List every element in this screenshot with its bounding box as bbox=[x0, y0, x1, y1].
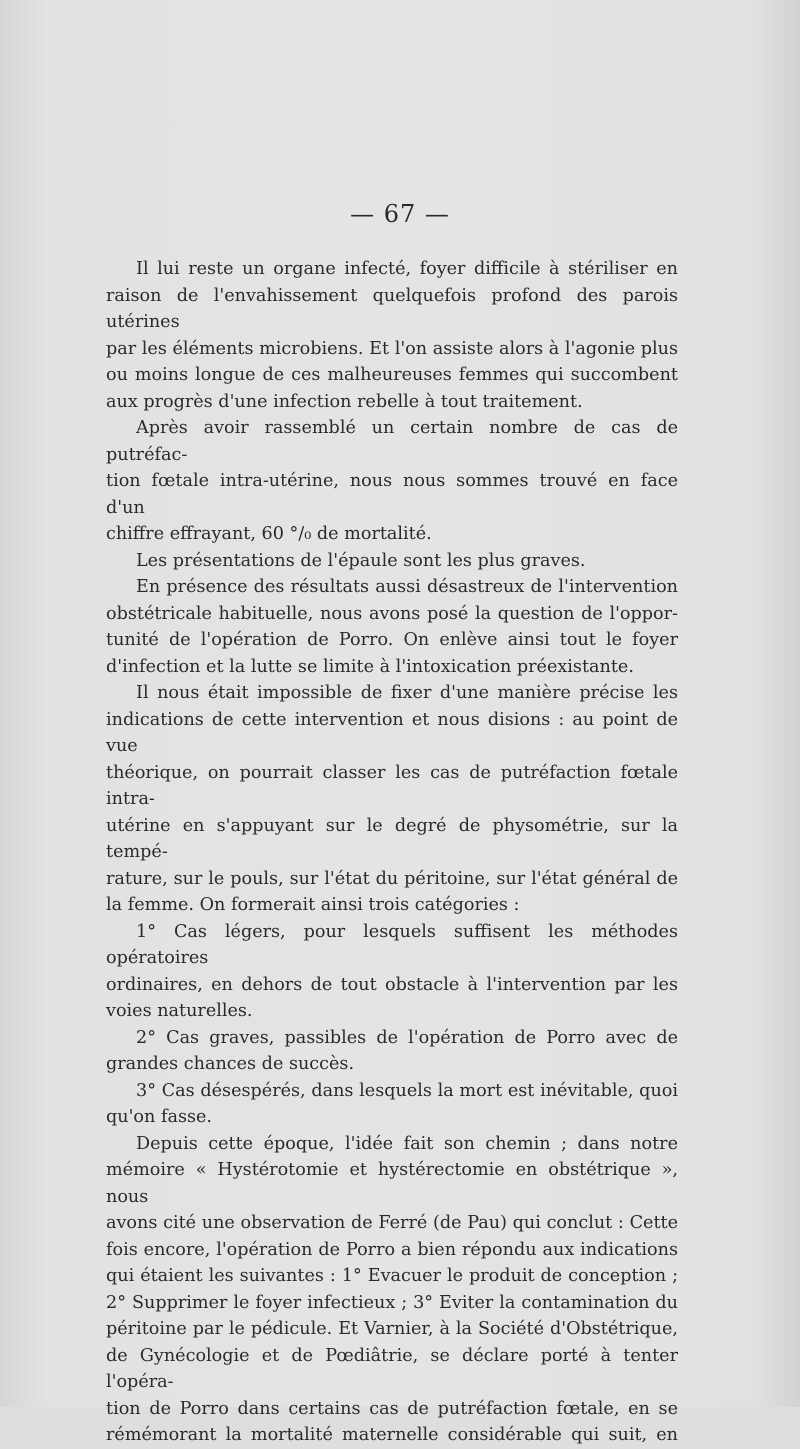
text-line: En présence des résultats aussi désastreux de l'intervention bbox=[136, 577, 678, 597]
text-line: mémoire « Hystérotomie et hystérectomie en obstétrique », nous bbox=[106, 1160, 678, 1207]
text-line: Les présentations de l'épaule sont les plus graves. bbox=[136, 550, 586, 571]
text-line: d'infection et la lutte se limite à l'intoxication préexistante. bbox=[106, 656, 634, 677]
text-line: qui étaient les suivantes : 1° Evacuer le produit de conception ; bbox=[106, 1266, 678, 1286]
text-line: chiffre effrayant, 60 °/₀ de mortalité. bbox=[106, 524, 432, 544]
text-line: la femme. On formerait ainsi trois catégories : bbox=[106, 895, 520, 915]
text-line: Après avoir rassemblé un certain nombre de cas de putréfac- bbox=[106, 418, 678, 465]
text-line: tion fœtale intra-utérine, nous nous sommes trouvé en face d'un bbox=[106, 471, 678, 518]
text-line: rémémorant la mortalité maternelle considérable qui suit, en bbox=[106, 1425, 678, 1445]
text-line: qu'on fasse. bbox=[106, 1107, 213, 1127]
text-line: grandes chances de succès. bbox=[106, 1054, 355, 1074]
page-number: — 67 — bbox=[350, 200, 450, 228]
text-line: indications de cette intervention et nous disions : au point de vue bbox=[106, 709, 678, 756]
text-line: ordinaires, en dehors de tout obstacle à l'intervention par les bbox=[106, 974, 678, 995]
text-line: Il lui reste un organe infecté, foyer difficile à stériliser en bbox=[136, 259, 678, 279]
text-line: 2° Supprimer le foyer infectieux ; 3° Eviter la contamination du bbox=[106, 1292, 678, 1313]
text-line: tion de Porro dans certains cas de putréfaction fœtale, en se bbox=[106, 1398, 678, 1419]
text-line: ou moins longue de ces malheureuses femmes qui succombent bbox=[106, 365, 678, 385]
text-line: théorique, on pourrait classer les cas de putréfaction fœtale intra- bbox=[106, 762, 678, 809]
text-line: 2° Cas graves, passibles de l'opération de Porro avec de bbox=[136, 1027, 678, 1048]
text-line: raison de l'envahissement quelquefois profond des parois utérines bbox=[106, 285, 678, 332]
text-line: fois encore, l'opération de Porro a bien répondu aux indications bbox=[106, 1239, 678, 1260]
text-line: aux progrès d'une infection rebelle à tout traitement. bbox=[106, 391, 583, 412]
text-line: avons cité une observation de Ferré (de Pau) qui conclut : Cette bbox=[106, 1213, 678, 1233]
text-line: Depuis cette époque, l'idée fait son chemin ; dans notre bbox=[136, 1133, 678, 1154]
text-line: Il nous était impossible de fixer d'une manière précise les bbox=[136, 683, 678, 703]
text-line: tunité de l'opération de Porro. On enlève ainsi tout le foyer bbox=[106, 630, 678, 650]
text-line: rature, sur le pouls, sur l'état du péritoine, sur l'état général de bbox=[106, 868, 678, 889]
body-text bbox=[106, 256, 678, 1449]
text-line: voies naturelles. bbox=[106, 1001, 253, 1021]
text-line: 1° Cas légers, pour lesquels suffisent les méthodes opératoires bbox=[106, 921, 678, 968]
text-line: utérine en s'appuyant sur le degré de physométrie, sur la tempé- bbox=[106, 815, 678, 862]
text-line: obstétricale habituelle, nous avons posé la question de l'oppor- bbox=[106, 603, 678, 624]
text-line: par les éléments microbiens. Et l'on assiste alors à l'agonie plus bbox=[106, 338, 678, 359]
text-line: de Gynécologie et de Pœdiâtrie, se déclare porté à tenter l'opéra- bbox=[106, 1345, 678, 1392]
text-line: péritoine par le pédicule. Et Varnier, à la Société d'Obstétrique, bbox=[106, 1319, 678, 1339]
text-line: 3° Cas désespérés, dans lesquels la mort est inévitable, quoi bbox=[136, 1080, 678, 1101]
